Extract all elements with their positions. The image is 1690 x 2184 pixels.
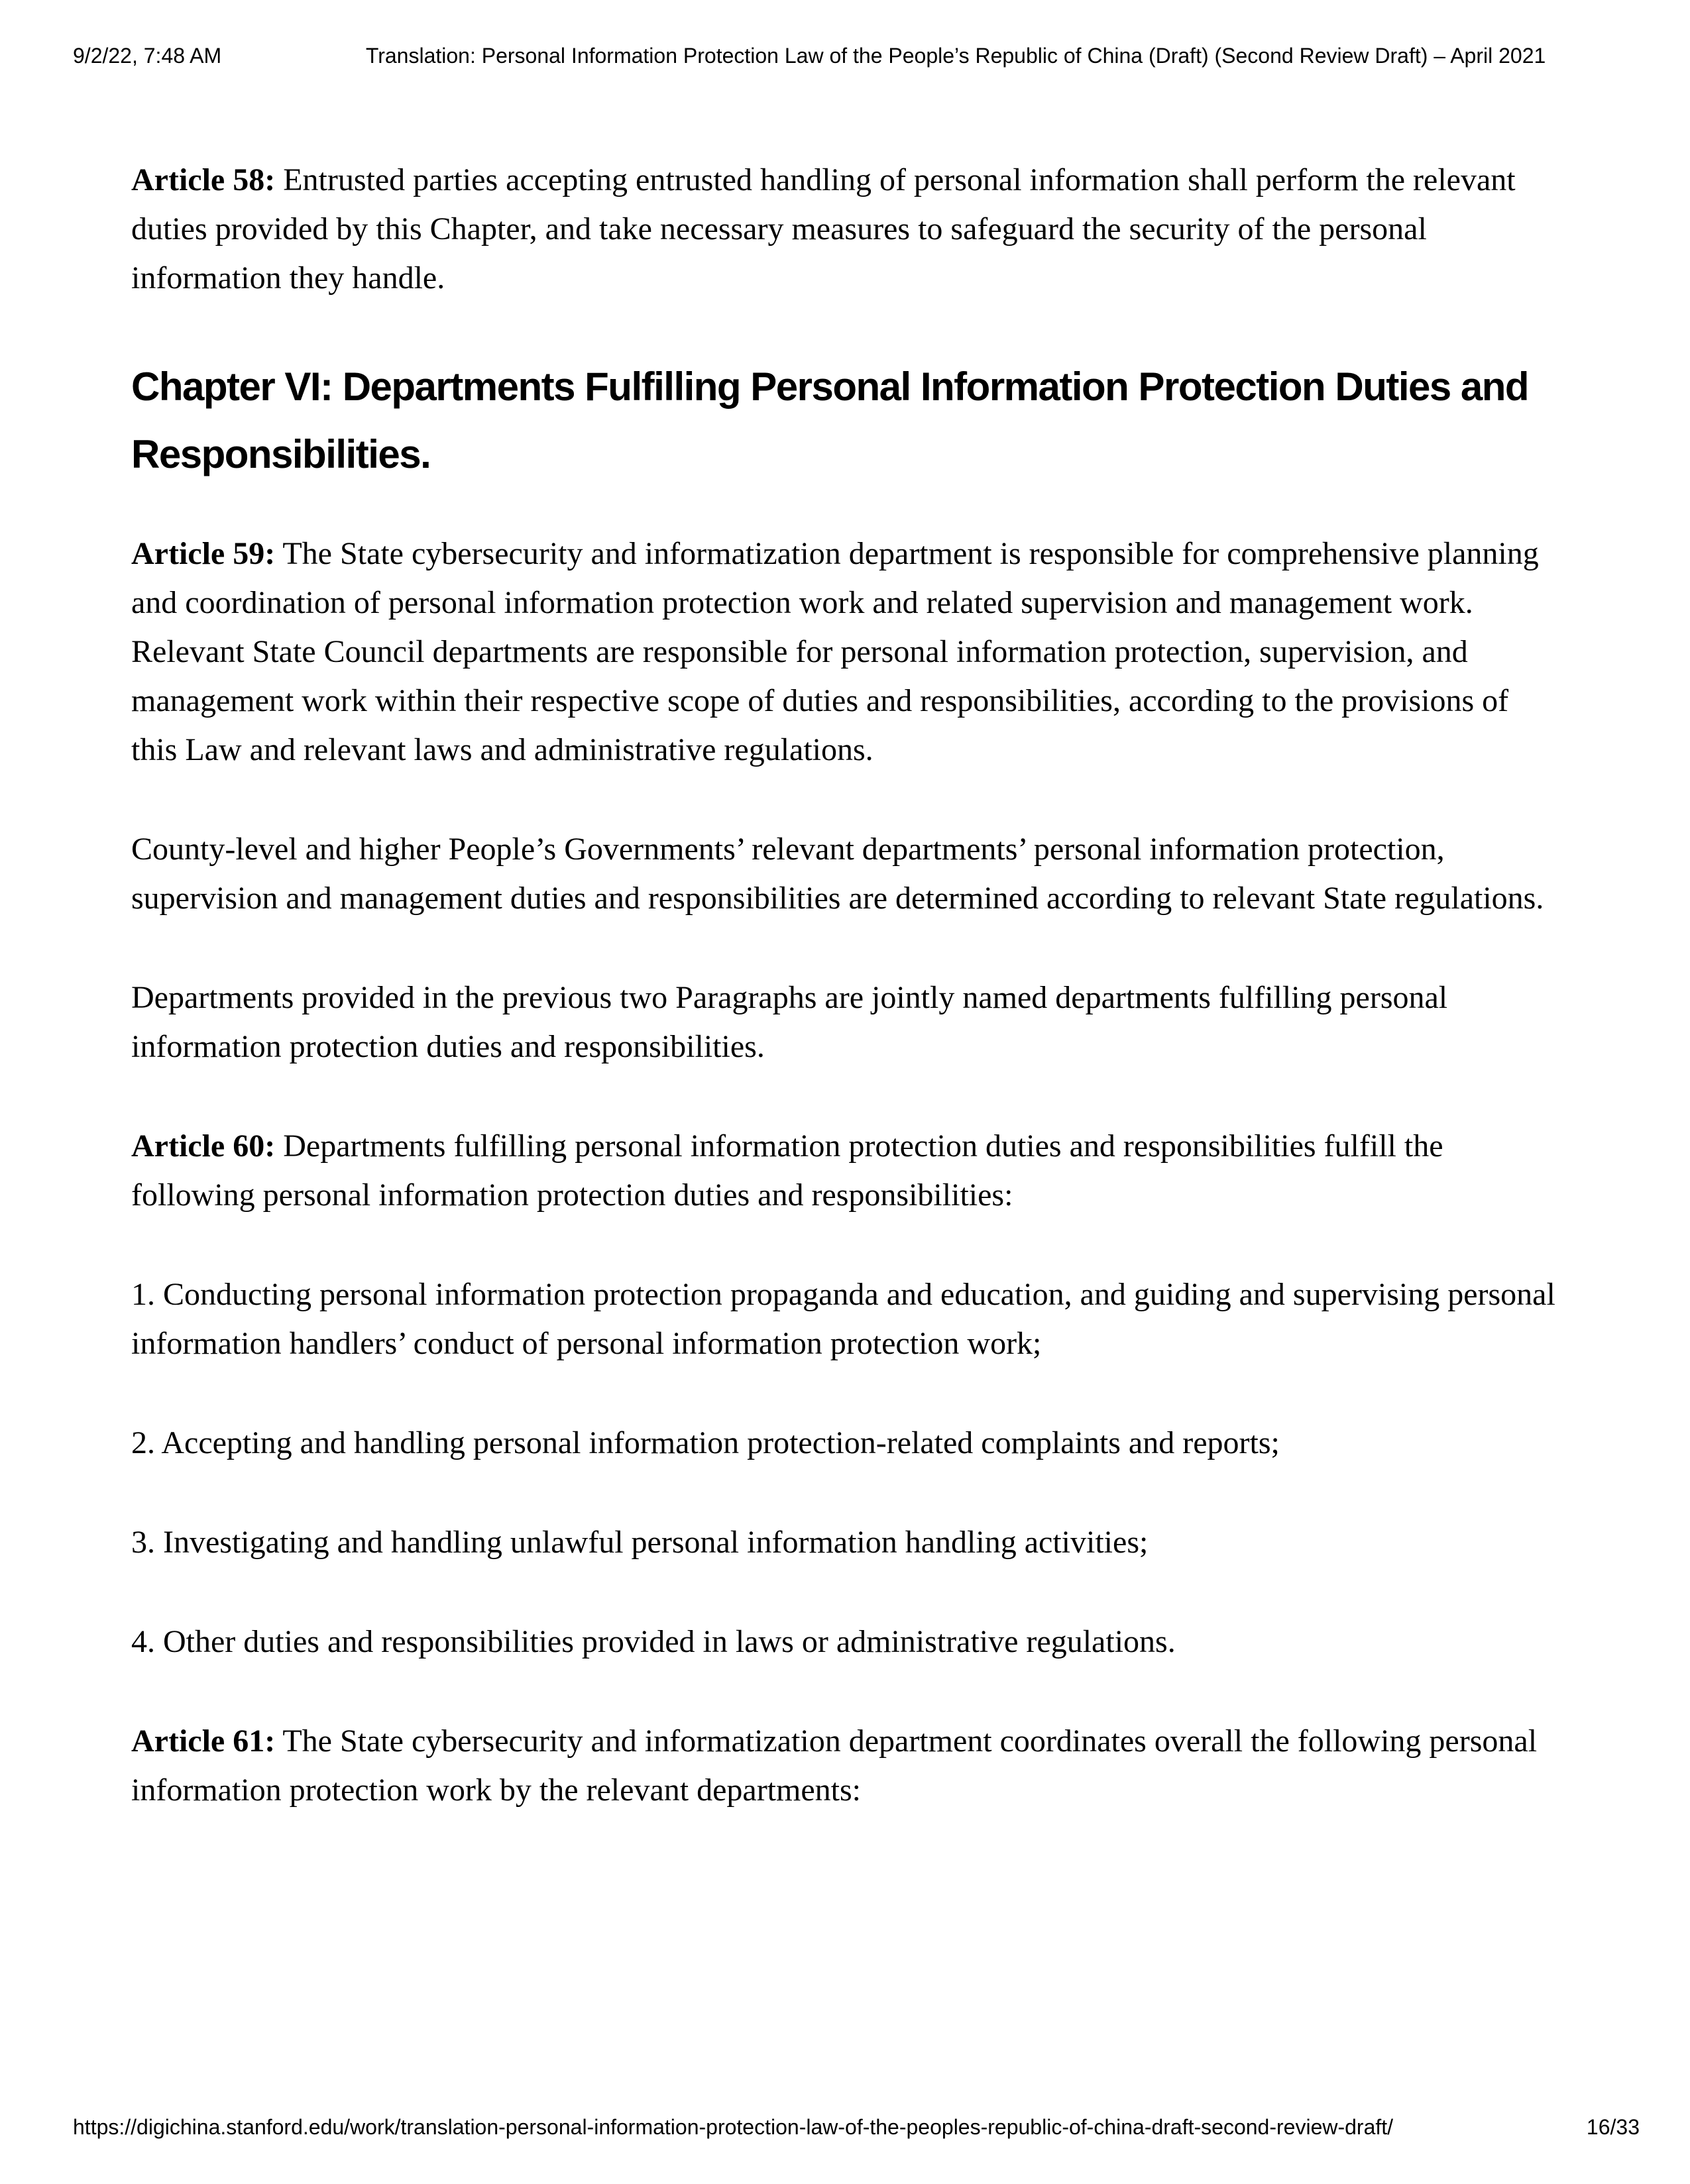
header-date: 9/2/22, 7:48 AM bbox=[73, 44, 222, 68]
print-header bbox=[73, 42, 1690, 69]
paragraph-text: Entrusted parties accepting entrusted handling of personal information shall perform the relevant duties provided by this Chapter, and take necessary measures to safeguard the security of the personal information they handle. bbox=[131, 162, 1516, 296]
article-label: Article 59: bbox=[131, 536, 276, 571]
document-body bbox=[131, 156, 1556, 1865]
paragraph bbox=[131, 156, 1556, 303]
paragraph: 4. Other duties and responsibilities provided in laws or administrative regulations. bbox=[131, 1624, 1176, 1659]
chapter-heading: Chapter VI: Departments Fulfilling Personal Information Protection Duties and Responsibilities. bbox=[131, 364, 1529, 476]
paragraph: 1. Conducting personal information protection propaganda and education, and guiding and supervising personal information handlers’ conduct of personal information protection work; bbox=[131, 1277, 1555, 1361]
footer-url: https://digichina.stanford.edu/work/translation-personal-information-protection-law-of-the-peoples-republic-of-china-draft-second-review-draft/ bbox=[73, 2115, 1394, 2139]
paragraph: 2. Accepting and handling personal information protection-related complaints and reports; bbox=[131, 1425, 1280, 1460]
print-footer bbox=[73, 2114, 1640, 2140]
paragraph-text: Departments fulfilling personal information protection duties and responsibilities fulfill the following personal information protection duties and responsibilities: bbox=[131, 1128, 1443, 1213]
article-label: Article 60: bbox=[131, 1128, 276, 1164]
paragraph bbox=[131, 1122, 1556, 1220]
article-label: Article 58: bbox=[131, 162, 276, 197]
paragraph: 3. Investigating and handling unlawful personal information handling activities; bbox=[131, 1525, 1149, 1560]
paragraph-text: The State cybersecurity and informatization department is responsible for comprehensive planning and coordination of personal information protection work and related supervision and management work. Relevant State Council departments are responsible for personal information protection, supervision, and management work within their respective scope of duties and responsibilities, according to the provisions of this Law and relevant laws and administrative regulations. bbox=[131, 536, 1539, 767]
paragraph: County-level and higher People’s Governments’ relevant departments’ personal information protection, supervision and management duties and responsibilities are determined according to relevant State regulations. bbox=[131, 832, 1544, 916]
header-title: Translation: Personal Information Protection Law of the People’s Republic of China (Draft) (Second Review Draft) – April 2021 bbox=[365, 44, 1546, 68]
article-label: Article 61: bbox=[131, 1723, 276, 1759]
paragraph bbox=[131, 529, 1556, 775]
paragraph-text: The State cybersecurity and informatization department coordinates overall the following personal information protection work by the relevant departments: bbox=[131, 1723, 1538, 1808]
paragraph bbox=[131, 1717, 1556, 1815]
footer-page-number: 16/33 bbox=[1586, 2115, 1640, 2139]
paragraph: Departments provided in the previous two Paragraphs are jointly named departments fulfilling personal information protection duties and responsibilities. bbox=[131, 980, 1448, 1064]
